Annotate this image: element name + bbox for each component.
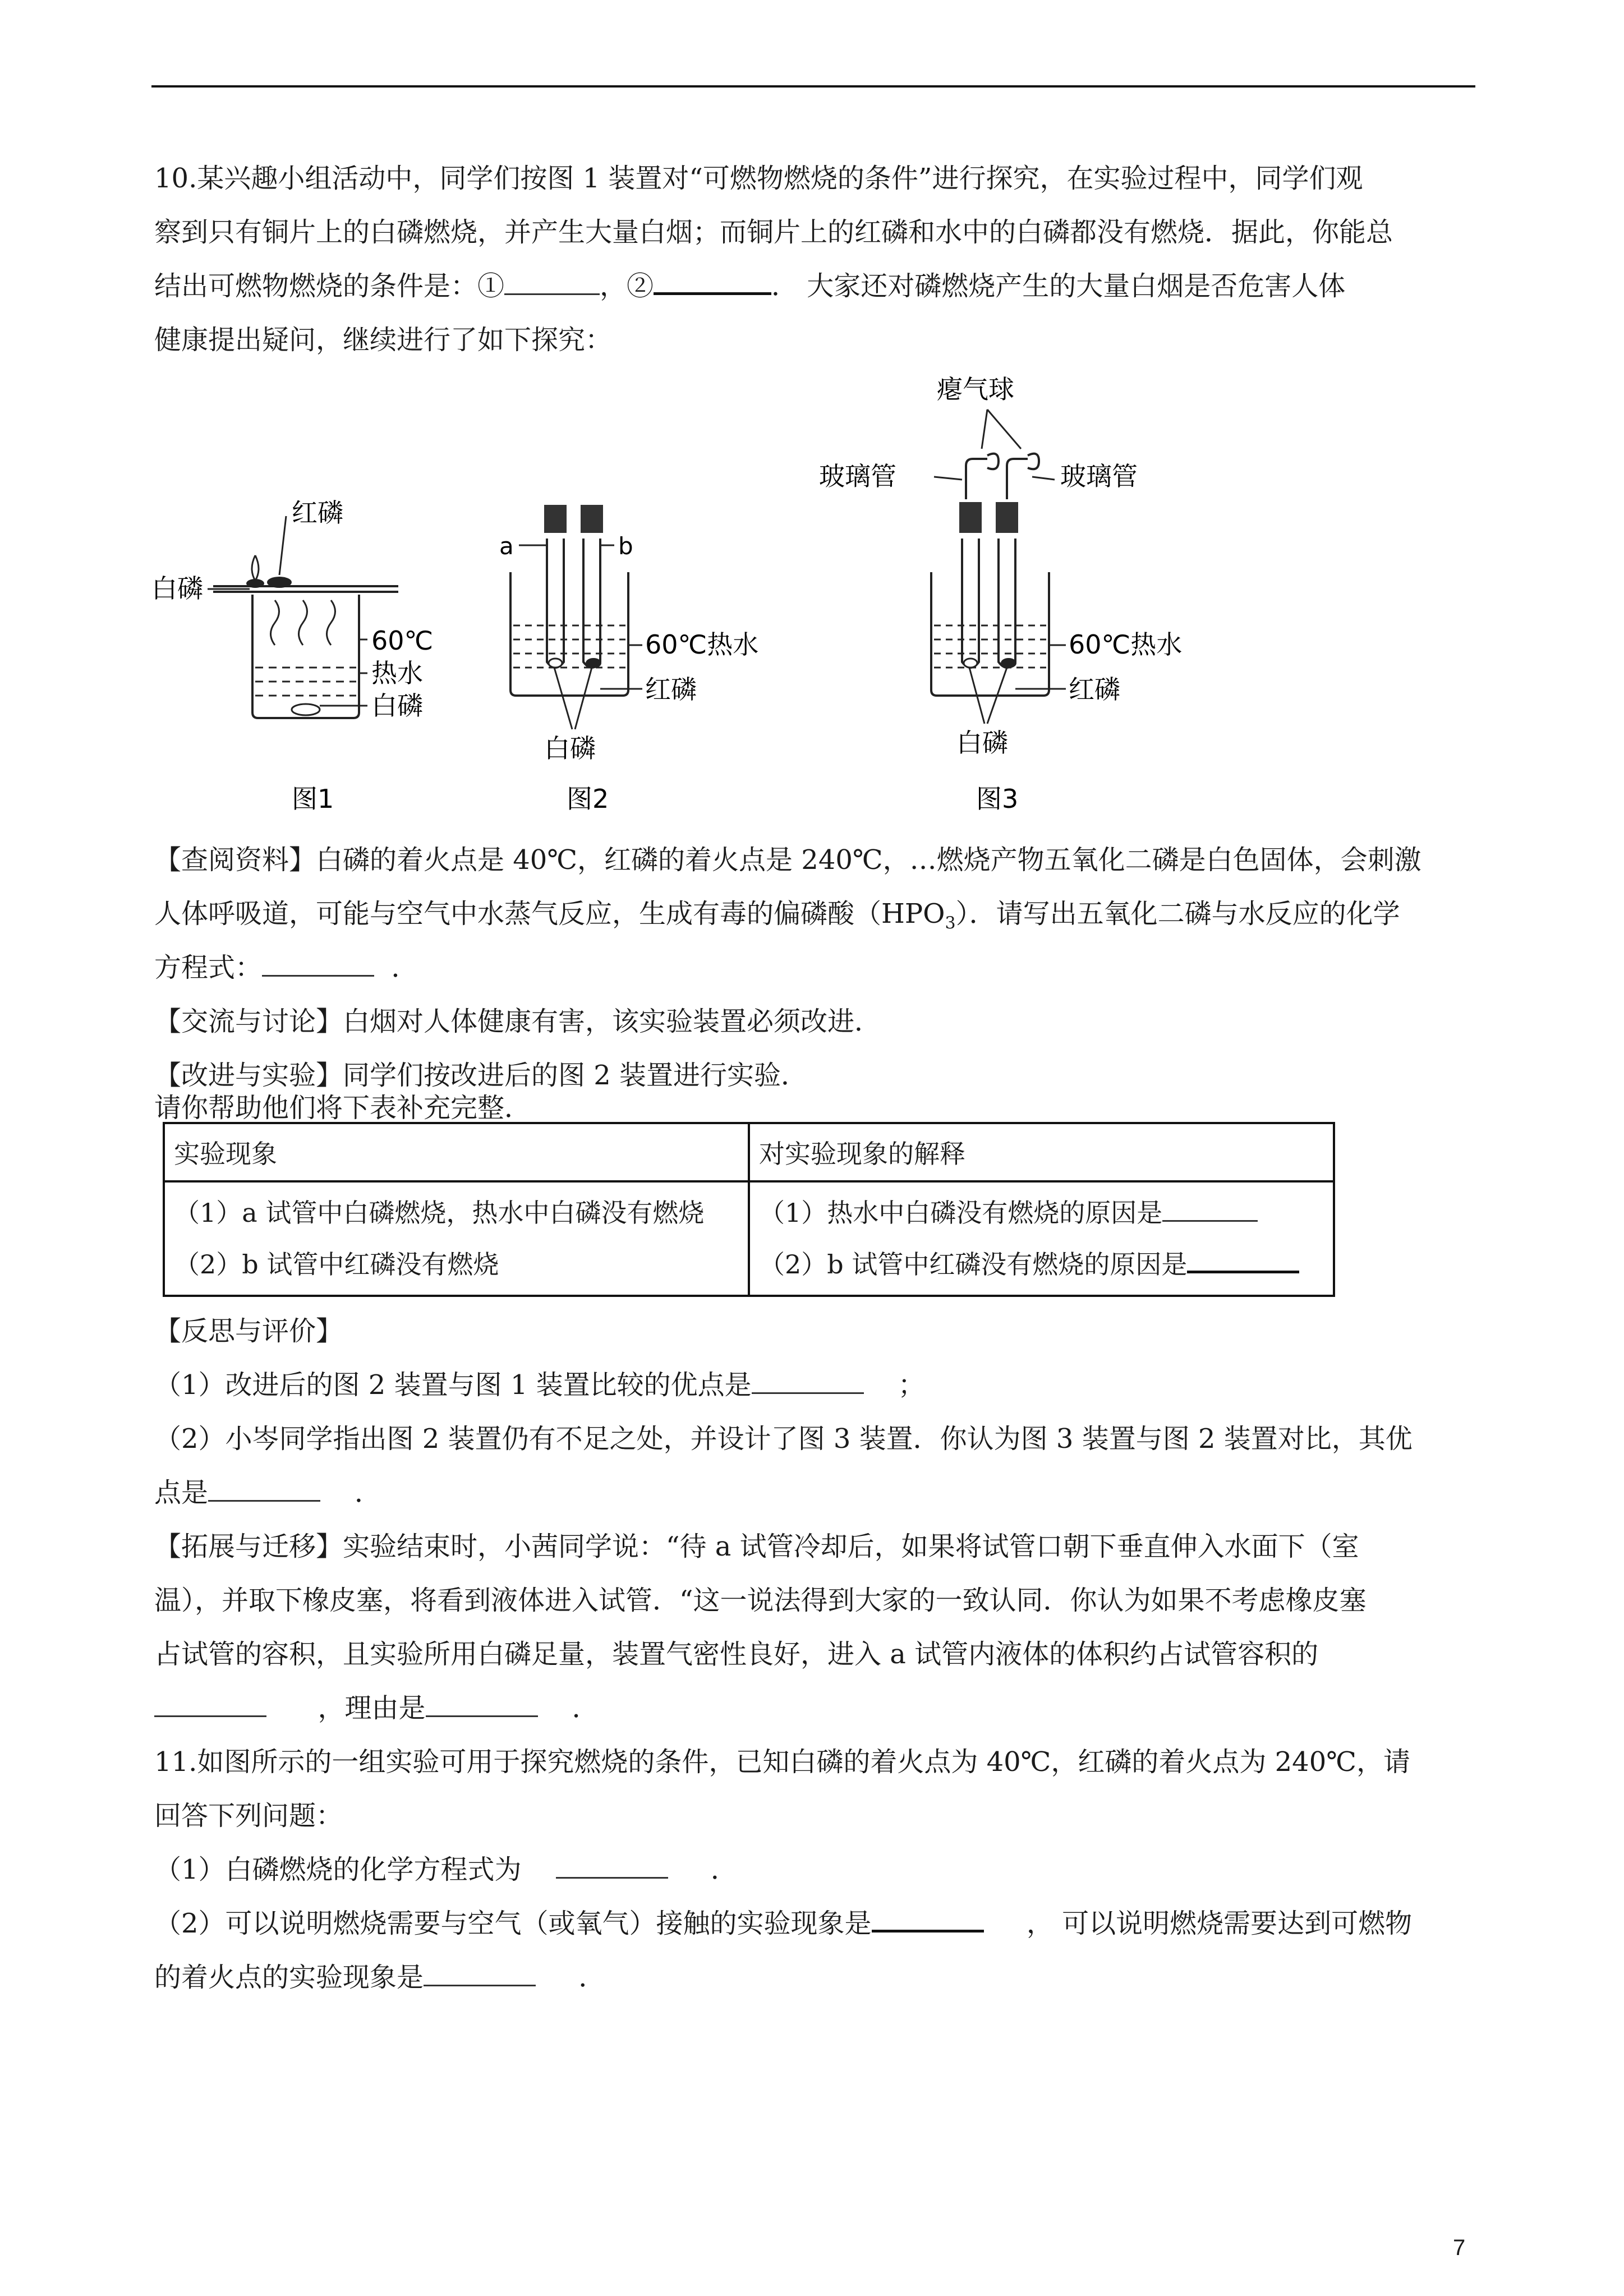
answer-blank-2[interactable] [654,270,771,295]
page-number: 7 [1453,2235,1466,2260]
experiment-table [163,1122,1335,1297]
fig1-label-red-phosphorus: 红磷 [292,498,343,528]
fig3-label-red-phosphorus: 红磷 [1069,674,1120,705]
fig3-caption: 图3 [976,784,1019,814]
q10-line3-text: 结出可燃物燃烧的条件是：① [154,270,505,302]
fig2-label-white-phosphorus: 白磷 [544,733,596,763]
answer-blank-explanation-2[interactable] [1187,1248,1299,1273]
research-line1: 【查阅资料】白磷的着火点是 40℃，红磷的着火点是 240℃，…燃烧产物五氧化二磷是白色固体，会刺激 [154,844,1421,876]
fig2-label-a: a [499,532,514,560]
q11-line4: （2）可以说明燃烧需要与空气（或氧气）接触的实验现象是 ， 可以说明燃烧需要达到可燃物 [154,1908,1413,1939]
answer-blank-1[interactable] [504,271,600,295]
fig3-label-glass-tube-right: 玻璃管 [1060,461,1138,491]
q11-line3: （1）白磷燃烧的化学方程式为 ． [154,1854,738,1885]
improve-line: 【改进与实验】同学们按改进后的图 2 装置进行实验． [154,1060,808,1091]
research-line3 [154,941,418,995]
fig1-label-temp: 60℃ [371,625,434,656]
q11-line5: 的着火点的实验现象是 ． [154,1962,606,1993]
table-cell-phenomena [164,1181,749,1296]
figure-3 [819,365,1245,841]
answer-blank-volume[interactable] [154,1693,266,1717]
answer-blank-q11-2[interactable] [872,1907,984,1932]
answer-blank-reflect-1[interactable] [752,1370,864,1394]
research-line2-text: 人体呼吸道，可能与空气中水蒸气反应，生成有毒的偏磷酸（HPO [154,898,945,930]
research-subscript: 3 [945,913,956,933]
answer-blank-q11-3[interactable] [424,1962,536,1986]
answer-blank-equation[interactable] [262,953,374,977]
answer-blank-q11-1[interactable] [556,1855,668,1879]
ext-line4: ，理由是 ． [154,1681,599,1735]
reflect-line2: （2）小岑同学指出图 2 装置仍有不足之处，并设计了图 3 装置．你认为图 3 装置与图 2 装置对比，其优 [154,1423,1413,1455]
table-cell-explanations [749,1181,1334,1296]
fig3-label-hot-water: 60℃热水 [1069,629,1183,660]
table-header-phenomenon: 实验现象 [164,1123,749,1181]
phenomenon-2: （2）b 试管中红磷没有燃烧 [174,1249,499,1280]
figure-1 [151,482,466,841]
header-rule [151,85,1475,88]
figure-2 [494,482,808,841]
q10-line3-tail: ． 大家还对磷燃烧产生的大量白烟是否危害人体 [771,270,1346,302]
explanation-1: （1）热水中白磷没有燃烧的原因是 [759,1187,1324,1239]
fig1-label-white-phosphorus-water: 白磷 [371,691,423,721]
reflect-line3: 点是 ． [154,1477,382,1508]
fig3-label-balloon: 瘪气球 [937,374,1014,404]
q11-line2: 回答下列问题： [154,1800,343,1832]
ext-line2: 温），并取下橡皮塞，将看到液体进入试管．“这一说法得到大家的一致认同．你认为如果不考虑橡皮塞 [154,1585,1367,1616]
fig1-label-white-phosphorus-top: 白磷 [151,573,203,604]
research-line3-tail: ． [391,952,418,983]
discuss-line: 【交流与讨论】白烟对人体健康有害，该实验装置必须改进． [154,1006,882,1037]
fig3-label-white-phosphorus: 白磷 [956,728,1008,758]
fig1-caption: 图1 [292,784,334,814]
fig2-caption: 图2 [567,784,609,814]
fig2-label-b: b [618,532,633,560]
fig3-label-glass-tube-left: 玻璃管 [819,461,896,491]
answer-blank-reason[interactable] [426,1693,538,1717]
q11-line1: 11.如图所示的一组实验可用于探究燃烧的条件，已知白磷的着火点为 40℃，红磷的着火点为 240℃，请 [154,1746,1410,1778]
q10-line3 [154,259,1345,313]
answer-blank-explanation-1[interactable] [1162,1198,1258,1222]
table-header-explanation: 对实验现象的解释 [749,1123,1334,1181]
research-line2-tail: ）．请写出五氧化二磷与水反应的化学 [955,898,1400,930]
q10-line2: 察到只有铜片上的白磷燃烧，并产生大量白烟；而铜片上的红磷和水中的白磷都没有燃烧．据此，你能总 [154,217,1393,248]
phenomenon-1: （1）a 试管中白磷燃烧，热水中白磷没有燃烧 [174,1198,705,1228]
explanation-2: （2）b 试管中红磷没有燃烧的原因是 [759,1239,1324,1290]
reflect-line1: （1）改进后的图 2 装置与图 1 装置比较的优点是 ； [154,1369,925,1401]
reflect-title: 【反思与评价】 [154,1315,343,1347]
answer-blank-reflect-2[interactable] [208,1478,320,1502]
fig2-label-red-phosphorus: 红磷 [645,674,697,705]
q10-line4: 健康提出疑问，继续进行了如下探究： [154,324,613,356]
ext-line3: 占试管的容积，且实验所用白磷足量，装置气密性良好，进入 a 试管内液体的体积约占试管容积的 [154,1639,1319,1670]
q10-line1: 10.某兴趣小组活动中，同学们按图 1 装置对“可燃物燃烧的条件”进行探究，在实验过程中，同学们观 [154,163,1363,194]
ext-line1: 【拓展与迁移】实验结束时，小茜同学说：“待 a 试管冷却后，如果将试管口朝下垂直伸入水面下（室 [154,1531,1359,1562]
research-line3-text: 方程式： [154,952,263,983]
q10-line3-sep: ，② [600,270,654,302]
fig1-label-hot-water: 热水 [371,658,423,688]
fig2-label-hot-water: 60℃热水 [645,629,759,660]
ask-line: 请你帮助他们将下表补充完整． [154,1092,532,1124]
